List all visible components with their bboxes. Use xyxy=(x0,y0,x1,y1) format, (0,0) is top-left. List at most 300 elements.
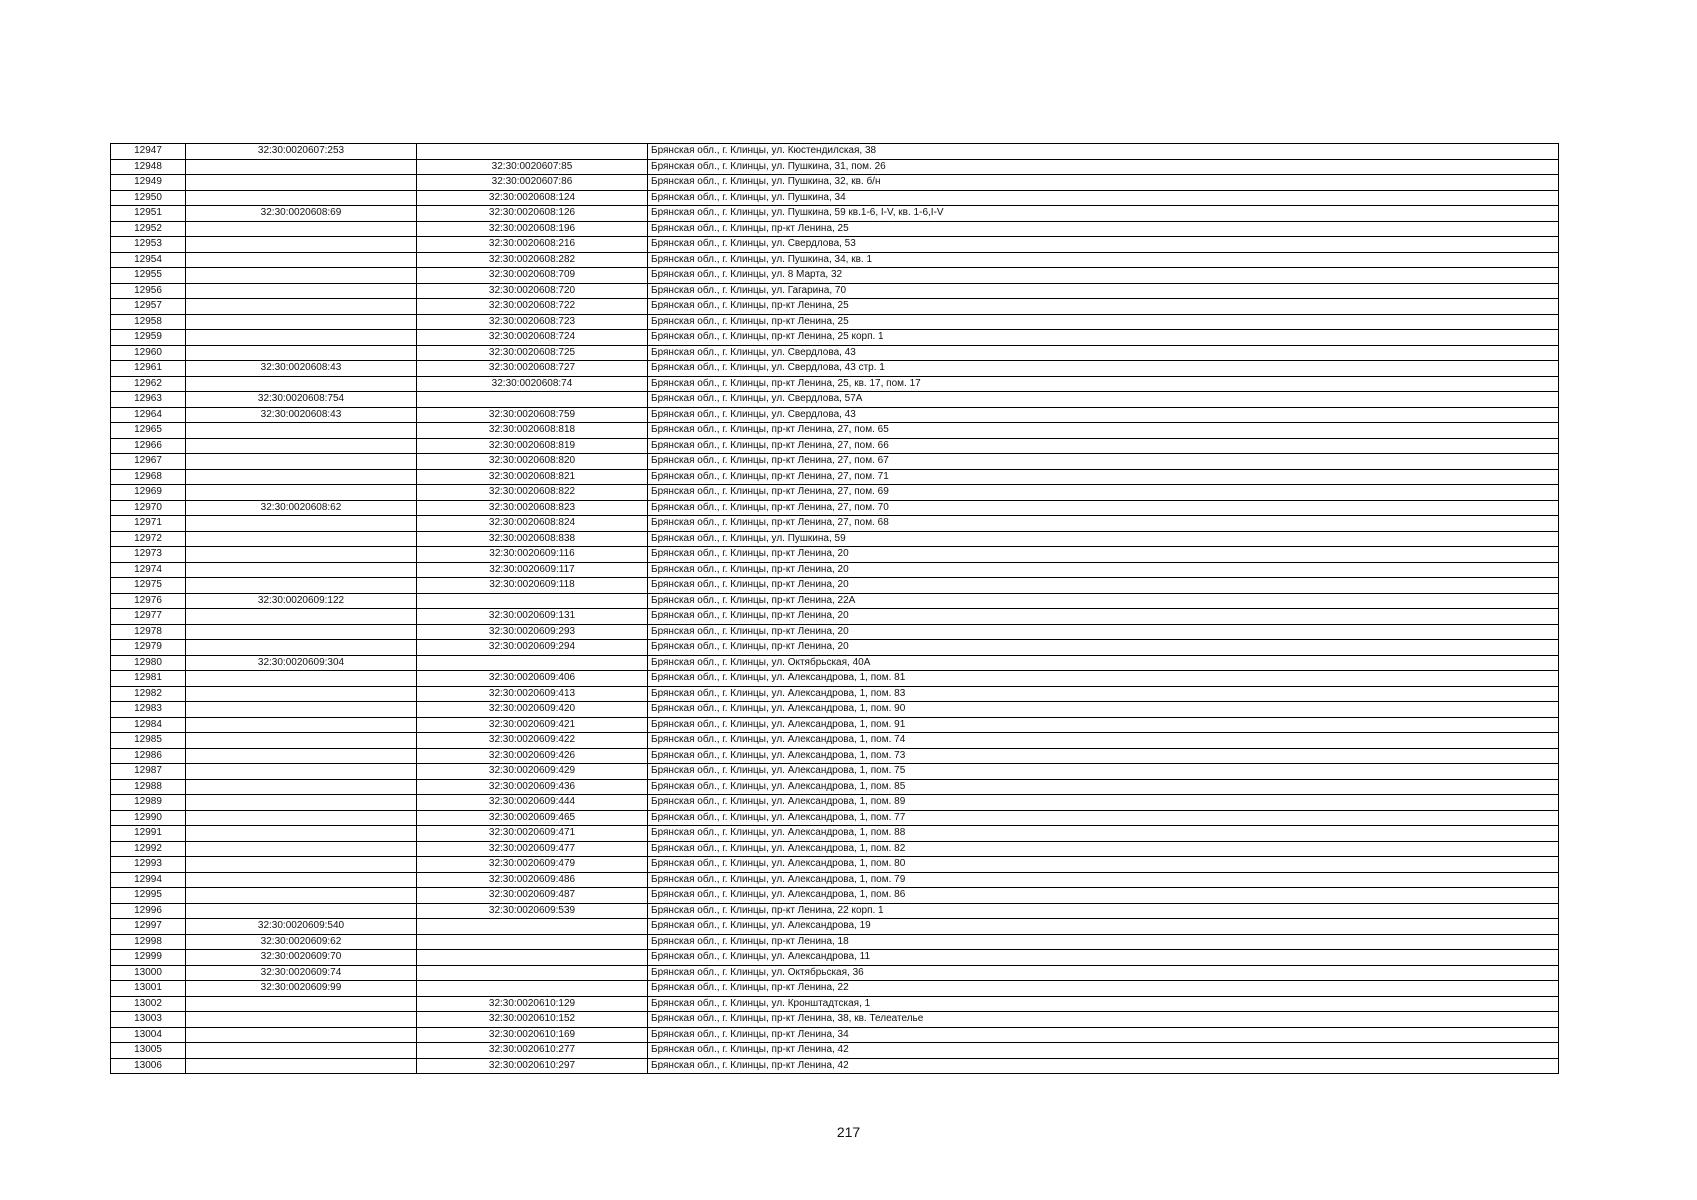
address-cell: Брянская обл., г. Клинцы, ул. Пушкина, 31, пом. 26 xyxy=(648,159,1559,175)
row-number-cell: 12949 xyxy=(111,175,186,191)
row-number-cell: 12985 xyxy=(111,733,186,749)
row-number-cell: 12963 xyxy=(111,392,186,408)
cadastral-number-cell: 32:30:0020609:122 xyxy=(186,593,417,609)
table-row xyxy=(111,578,1559,594)
row-number-cell: 12988 xyxy=(111,779,186,795)
address-cell: Брянская обл., г. Клинцы, пр-кт Ленина, 25 xyxy=(648,314,1559,330)
cadastral-number-cell xyxy=(186,159,417,175)
row-number-cell: 12952 xyxy=(111,221,186,237)
related-cadastral-number-cell: 32:30:0020609:426 xyxy=(417,748,648,764)
address-cell: Брянская обл., г. Клинцы, пр-кт Ленина, 27, пом. 65 xyxy=(648,423,1559,439)
table-row xyxy=(111,361,1559,377)
cadastral-number-cell xyxy=(186,857,417,873)
row-number-cell: 12980 xyxy=(111,655,186,671)
row-number-cell: 12999 xyxy=(111,950,186,966)
row-number-cell: 12956 xyxy=(111,283,186,299)
related-cadastral-number-cell xyxy=(417,593,648,609)
row-number-cell: 12978 xyxy=(111,624,186,640)
table-row xyxy=(111,531,1559,547)
address-cell: Брянская обл., г. Клинцы, пр-кт Ленина, 18 xyxy=(648,934,1559,950)
cadastral-number-cell: 32:30:0020608:62 xyxy=(186,500,417,516)
row-number-cell: 12973 xyxy=(111,547,186,563)
table-row xyxy=(111,562,1559,578)
address-cell: Брянская обл., г. Клинцы, ул. Свердлова, 43 стр. 1 xyxy=(648,361,1559,377)
row-number-cell: 12976 xyxy=(111,593,186,609)
related-cadastral-number-cell: 32:30:0020608:820 xyxy=(417,454,648,470)
cadastral-number-cell xyxy=(186,562,417,578)
related-cadastral-number-cell: 32:30:0020609:116 xyxy=(417,547,648,563)
related-cadastral-number-cell: 32:30:0020609:471 xyxy=(417,826,648,842)
table-row xyxy=(111,469,1559,485)
row-number-cell: 12947 xyxy=(111,144,186,160)
row-number-cell: 12981 xyxy=(111,671,186,687)
related-cadastral-number-cell: 32:30:0020607:85 xyxy=(417,159,648,175)
table-row xyxy=(111,950,1559,966)
table-row xyxy=(111,190,1559,206)
row-number-cell: 13001 xyxy=(111,981,186,997)
row-number-cell: 13004 xyxy=(111,1027,186,1043)
table-row xyxy=(111,237,1559,253)
row-number-cell: 12951 xyxy=(111,206,186,222)
related-cadastral-number-cell: 32:30:0020608:727 xyxy=(417,361,648,377)
related-cadastral-number-cell: 32:30:0020609:421 xyxy=(417,717,648,733)
registry-table xyxy=(110,143,1559,1074)
cadastral-number-cell xyxy=(186,717,417,733)
address-cell: Брянская обл., г. Клинцы, пр-кт Ленина, 20 xyxy=(648,624,1559,640)
address-cell: Брянская обл., г. Клинцы, пр-кт Ленина, 27, пом. 70 xyxy=(648,500,1559,516)
row-number-cell: 13003 xyxy=(111,1012,186,1028)
table-row xyxy=(111,345,1559,361)
address-cell: Брянская обл., г. Клинцы, ул. Александрова, 1, пом. 86 xyxy=(648,888,1559,904)
table-row xyxy=(111,330,1559,346)
cadastral-number-cell xyxy=(186,872,417,888)
address-cell: Брянская обл., г. Клинцы, пр-кт Ленина, 20 xyxy=(648,562,1559,578)
table-row xyxy=(111,206,1559,222)
table-row xyxy=(111,733,1559,749)
address-cell: Брянская обл., г. Клинцы, пр-кт Ленина, 20 xyxy=(648,547,1559,563)
related-cadastral-number-cell: 32:30:0020610:277 xyxy=(417,1043,648,1059)
address-cell: Брянская обл., г. Клинцы, ул. Пушкина, 34, кв. 1 xyxy=(648,252,1559,268)
address-cell: Брянская обл., г. Клинцы, ул. Октябрьская, 36 xyxy=(648,965,1559,981)
row-number-cell: 12990 xyxy=(111,810,186,826)
related-cadastral-number-cell: 32:30:0020610:169 xyxy=(417,1027,648,1043)
related-cadastral-number-cell xyxy=(417,981,648,997)
address-cell: Брянская обл., г. Клинцы, пр-кт Ленина, 27, пом. 71 xyxy=(648,469,1559,485)
cadastral-number-cell xyxy=(186,1027,417,1043)
address-cell: Брянская обл., г. Клинцы, пр-кт Ленина, 27, пом. 66 xyxy=(648,438,1559,454)
related-cadastral-number-cell: 32:30:0020609:539 xyxy=(417,903,648,919)
cadastral-number-cell xyxy=(186,640,417,656)
address-cell: Брянская обл., г. Клинцы, ул. Александрова, 1, пом. 90 xyxy=(648,702,1559,718)
related-cadastral-number-cell: 32:30:0020609:487 xyxy=(417,888,648,904)
row-number-cell: 13006 xyxy=(111,1058,186,1074)
table-row xyxy=(111,717,1559,733)
address-cell: Брянская обл., г. Клинцы, пр-кт Ленина, 22 xyxy=(648,981,1559,997)
table-row xyxy=(111,857,1559,873)
row-number-cell: 12972 xyxy=(111,531,186,547)
cadastral-number-cell: 32:30:0020608:754 xyxy=(186,392,417,408)
address-cell: Брянская обл., г. Клинцы, ул. Александрова, 1, пом. 77 xyxy=(648,810,1559,826)
row-number-cell: 13005 xyxy=(111,1043,186,1059)
address-cell: Брянская обл., г. Клинцы, ул. Кронштадтская, 1 xyxy=(648,996,1559,1012)
row-number-cell: 12998 xyxy=(111,934,186,950)
related-cadastral-number-cell: 32:30:0020609:413 xyxy=(417,686,648,702)
table-row xyxy=(111,841,1559,857)
related-cadastral-number-cell: 32:30:0020608:723 xyxy=(417,314,648,330)
address-cell: Брянская обл., г. Клинцы, ул. Александрова, 1, пом. 85 xyxy=(648,779,1559,795)
cadastral-number-cell xyxy=(186,237,417,253)
row-number-cell: 12958 xyxy=(111,314,186,330)
related-cadastral-number-cell: 32:30:0020608:823 xyxy=(417,500,648,516)
row-number-cell: 12955 xyxy=(111,268,186,284)
address-cell: Брянская обл., г. Клинцы, ул. Свердлова, 43 xyxy=(648,407,1559,423)
related-cadastral-number-cell: 32:30:0020608:838 xyxy=(417,531,648,547)
address-cell: Брянская обл., г. Клинцы, ул. Александрова, 1, пом. 80 xyxy=(648,857,1559,873)
cadastral-number-cell xyxy=(186,1012,417,1028)
table-row xyxy=(111,314,1559,330)
table-row xyxy=(111,407,1559,423)
related-cadastral-number-cell: 32:30:0020609:294 xyxy=(417,640,648,656)
row-number-cell: 12968 xyxy=(111,469,186,485)
address-cell: Брянская обл., г. Клинцы, пр-кт Ленина, 25, кв. 17, пом. 17 xyxy=(648,376,1559,392)
table-row xyxy=(111,872,1559,888)
cadastral-number-cell: 32:30:0020608:69 xyxy=(186,206,417,222)
related-cadastral-number-cell: 32:30:0020609:436 xyxy=(417,779,648,795)
row-number-cell: 12984 xyxy=(111,717,186,733)
row-number-cell: 12964 xyxy=(111,407,186,423)
table-row xyxy=(111,438,1559,454)
row-number-cell: 12950 xyxy=(111,190,186,206)
related-cadastral-number-cell: 32:30:0020608:720 xyxy=(417,283,648,299)
related-cadastral-number-cell: 32:30:0020608:759 xyxy=(417,407,648,423)
row-number-cell: 12995 xyxy=(111,888,186,904)
row-number-cell: 12954 xyxy=(111,252,186,268)
table-row xyxy=(111,1012,1559,1028)
related-cadastral-number-cell xyxy=(417,919,648,935)
related-cadastral-number-cell: 32:30:0020608:124 xyxy=(417,190,648,206)
address-cell: Брянская обл., г. Клинцы, ул. Александрова, 19 xyxy=(648,919,1559,935)
row-number-cell: 12971 xyxy=(111,516,186,532)
cadastral-number-cell xyxy=(186,903,417,919)
row-number-cell: 12974 xyxy=(111,562,186,578)
address-cell: Брянская обл., г. Клинцы, пр-кт Ленина, 20 xyxy=(648,640,1559,656)
cadastral-number-cell: 32:30:0020609:304 xyxy=(186,655,417,671)
address-cell: Брянская обл., г. Клинцы, ул. Александрова, 1, пом. 81 xyxy=(648,671,1559,687)
row-number-cell: 12948 xyxy=(111,159,186,175)
table-row xyxy=(111,175,1559,191)
related-cadastral-number-cell: 32:30:0020609:131 xyxy=(417,609,648,625)
address-cell: Брянская обл., г. Клинцы, пр-кт Ленина, 34 xyxy=(648,1027,1559,1043)
table-row xyxy=(111,144,1559,160)
table-row xyxy=(111,500,1559,516)
table-row xyxy=(111,996,1559,1012)
table-row xyxy=(111,903,1559,919)
table-row xyxy=(111,702,1559,718)
row-number-cell: 12969 xyxy=(111,485,186,501)
related-cadastral-number-cell: 32:30:0020609:479 xyxy=(417,857,648,873)
related-cadastral-number-cell: 32:30:0020610:152 xyxy=(417,1012,648,1028)
related-cadastral-number-cell: 32:30:0020608:282 xyxy=(417,252,648,268)
related-cadastral-number-cell: 32:30:0020608:822 xyxy=(417,485,648,501)
cadastral-number-cell: 32:30:0020609:62 xyxy=(186,934,417,950)
cadastral-number-cell xyxy=(186,810,417,826)
table-row xyxy=(111,376,1559,392)
table-row xyxy=(111,764,1559,780)
table-row xyxy=(111,640,1559,656)
related-cadastral-number-cell: 32:30:0020608:709 xyxy=(417,268,648,284)
row-number-cell: 12970 xyxy=(111,500,186,516)
related-cadastral-number-cell: 32:30:0020608:126 xyxy=(417,206,648,222)
related-cadastral-number-cell xyxy=(417,144,648,160)
table-row xyxy=(111,1027,1559,1043)
cadastral-number-cell: 32:30:0020607:253 xyxy=(186,144,417,160)
address-cell: Брянская обл., г. Клинцы, ул. Александрова, 1, пом. 83 xyxy=(648,686,1559,702)
cadastral-number-cell xyxy=(186,578,417,594)
cadastral-number-cell xyxy=(186,733,417,749)
row-number-cell: 12991 xyxy=(111,826,186,842)
cadastral-number-cell: 32:30:0020609:99 xyxy=(186,981,417,997)
row-number-cell: 12986 xyxy=(111,748,186,764)
related-cadastral-number-cell: 32:30:0020610:297 xyxy=(417,1058,648,1074)
table-body xyxy=(111,144,1559,1074)
related-cadastral-number-cell: 32:30:0020608:824 xyxy=(417,516,648,532)
cadastral-number-cell xyxy=(186,485,417,501)
table-row xyxy=(111,283,1559,299)
table-row xyxy=(111,547,1559,563)
row-number-cell: 12993 xyxy=(111,857,186,873)
table-row xyxy=(111,795,1559,811)
table-row xyxy=(111,159,1559,175)
table-row xyxy=(111,748,1559,764)
address-cell: Брянская обл., г. Клинцы, ул. Александрова, 11 xyxy=(648,950,1559,966)
row-number-cell: 13000 xyxy=(111,965,186,981)
row-number-cell: 12961 xyxy=(111,361,186,377)
table-row xyxy=(111,252,1559,268)
table-row xyxy=(111,779,1559,795)
cadastral-number-cell xyxy=(186,175,417,191)
related-cadastral-number-cell: 32:30:0020608:196 xyxy=(417,221,648,237)
row-number-cell: 12967 xyxy=(111,454,186,470)
row-number-cell: 12992 xyxy=(111,841,186,857)
cadastral-number-cell xyxy=(186,888,417,904)
related-cadastral-number-cell: 32:30:0020608:818 xyxy=(417,423,648,439)
table-row xyxy=(111,810,1559,826)
address-cell: Брянская обл., г. Клинцы, ул. Пушкина, 59 кв.1-6, I-V, кв. 1-6,I-V xyxy=(648,206,1559,222)
cadastral-number-cell xyxy=(186,609,417,625)
related-cadastral-number-cell: 32:30:0020608:724 xyxy=(417,330,648,346)
table-row xyxy=(111,686,1559,702)
address-cell: Брянская обл., г. Клинцы, ул. Гагарина, 70 xyxy=(648,283,1559,299)
row-number-cell: 12977 xyxy=(111,609,186,625)
related-cadastral-number-cell xyxy=(417,934,648,950)
row-number-cell: 12962 xyxy=(111,376,186,392)
cadastral-number-cell xyxy=(186,330,417,346)
address-cell: Брянская обл., г. Клинцы, ул. Александрова, 1, пом. 89 xyxy=(648,795,1559,811)
address-cell: Брянская обл., г. Клинцы, пр-кт Ленина, 20 xyxy=(648,609,1559,625)
row-number-cell: 12975 xyxy=(111,578,186,594)
table-row xyxy=(111,423,1559,439)
related-cadastral-number-cell xyxy=(417,392,648,408)
cadastral-number-cell: 32:30:0020608:43 xyxy=(186,361,417,377)
related-cadastral-number-cell xyxy=(417,950,648,966)
related-cadastral-number-cell: 32:30:0020609:406 xyxy=(417,671,648,687)
row-number-cell: 12982 xyxy=(111,686,186,702)
table-row xyxy=(111,268,1559,284)
row-number-cell: 12959 xyxy=(111,330,186,346)
address-cell: Брянская обл., г. Клинцы, ул. Александрова, 1, пом. 73 xyxy=(648,748,1559,764)
address-cell: Брянская обл., г. Клинцы, пр-кт Ленина, 25 корп. 1 xyxy=(648,330,1559,346)
table-row xyxy=(111,624,1559,640)
row-number-cell: 12989 xyxy=(111,795,186,811)
cadastral-number-cell xyxy=(186,423,417,439)
row-number-cell: 12966 xyxy=(111,438,186,454)
row-number-cell: 12965 xyxy=(111,423,186,439)
related-cadastral-number-cell: 32:30:0020609:486 xyxy=(417,872,648,888)
cadastral-number-cell xyxy=(186,221,417,237)
cadastral-number-cell xyxy=(186,283,417,299)
related-cadastral-number-cell: 32:30:0020607:86 xyxy=(417,175,648,191)
row-number-cell: 12957 xyxy=(111,299,186,315)
cadastral-number-cell xyxy=(186,252,417,268)
table-row xyxy=(111,934,1559,950)
cadastral-number-cell xyxy=(186,1058,417,1074)
address-cell: Брянская обл., г. Клинцы, пр-кт Ленина, 20 xyxy=(648,578,1559,594)
table-row xyxy=(111,826,1559,842)
table-row xyxy=(111,888,1559,904)
table-row xyxy=(111,299,1559,315)
related-cadastral-number-cell: 32:30:0020608:216 xyxy=(417,237,648,253)
cadastral-number-cell xyxy=(186,345,417,361)
related-cadastral-number-cell: 32:30:0020608:74 xyxy=(417,376,648,392)
related-cadastral-number-cell: 32:30:0020609:444 xyxy=(417,795,648,811)
address-cell: Брянская обл., г. Клинцы, пр-кт Ленина, 27, пом. 68 xyxy=(648,516,1559,532)
address-cell: Брянская обл., г. Клинцы, ул. Александрова, 1, пом. 79 xyxy=(648,872,1559,888)
table-row xyxy=(111,221,1559,237)
row-number-cell: 12996 xyxy=(111,903,186,919)
cadastral-number-cell xyxy=(186,795,417,811)
address-cell: Брянская обл., г. Клинцы, ул. 8 Марта, 32 xyxy=(648,268,1559,284)
related-cadastral-number-cell: 32:30:0020609:429 xyxy=(417,764,648,780)
table-row xyxy=(111,671,1559,687)
row-number-cell: 12983 xyxy=(111,702,186,718)
address-cell: Брянская обл., г. Клинцы, пр-кт Ленина, 27, пом. 69 xyxy=(648,485,1559,501)
cadastral-number-cell xyxy=(186,299,417,315)
cadastral-number-cell xyxy=(186,779,417,795)
related-cadastral-number-cell: 32:30:0020609:117 xyxy=(417,562,648,578)
related-cadastral-number-cell: 32:30:0020609:293 xyxy=(417,624,648,640)
address-cell: Брянская обл., г. Клинцы, ул. Александрова, 1, пом. 74 xyxy=(648,733,1559,749)
address-cell: Брянская обл., г. Клинцы, ул. Пушкина, 32, кв. б/н xyxy=(648,175,1559,191)
table-row xyxy=(111,919,1559,935)
cadastral-number-cell: 32:30:0020608:43 xyxy=(186,407,417,423)
table-row xyxy=(111,981,1559,997)
row-number-cell: 12994 xyxy=(111,872,186,888)
table-row xyxy=(111,609,1559,625)
cadastral-number-cell xyxy=(186,671,417,687)
address-cell: Брянская обл., г. Клинцы, ул. Свердлова, 53 xyxy=(648,237,1559,253)
cadastral-number-cell xyxy=(186,748,417,764)
address-cell: Брянская обл., г. Клинцы, ул. Александрова, 1, пом. 82 xyxy=(648,841,1559,857)
address-cell: Брянская обл., г. Клинцы, пр-кт Ленина, 38, кв. Телеателье xyxy=(648,1012,1559,1028)
cadastral-number-cell xyxy=(186,376,417,392)
address-cell: Брянская обл., г. Клинцы, пр-кт Ленина, 42 xyxy=(648,1058,1559,1074)
cadastral-number-cell xyxy=(186,841,417,857)
address-cell: Брянская обл., г. Клинцы, ул. Александрова, 1, пом. 91 xyxy=(648,717,1559,733)
related-cadastral-number-cell: 32:30:0020609:465 xyxy=(417,810,648,826)
cadastral-number-cell xyxy=(186,996,417,1012)
related-cadastral-number-cell: 32:30:0020609:477 xyxy=(417,841,648,857)
table-row xyxy=(111,516,1559,532)
cadastral-number-cell xyxy=(186,686,417,702)
related-cadastral-number-cell: 32:30:0020608:819 xyxy=(417,438,648,454)
related-cadastral-number-cell: 32:30:0020608:722 xyxy=(417,299,648,315)
related-cadastral-number-cell: 32:30:0020609:422 xyxy=(417,733,648,749)
table-row xyxy=(111,965,1559,981)
address-cell: Брянская обл., г. Клинцы, ул. Октябрьская, 40А xyxy=(648,655,1559,671)
table-row xyxy=(111,392,1559,408)
address-cell: Брянская обл., г. Клинцы, пр-кт Ленина, 25 xyxy=(648,299,1559,315)
cadastral-number-cell xyxy=(186,454,417,470)
page-number: 217 xyxy=(836,1124,861,1140)
cadastral-number-cell xyxy=(186,190,417,206)
cadastral-number-cell: 32:30:0020609:74 xyxy=(186,965,417,981)
cadastral-number-cell xyxy=(186,764,417,780)
address-cell: Брянская обл., г. Клинцы, пр-кт Ленина, 42 xyxy=(648,1043,1559,1059)
cadastral-number-cell xyxy=(186,516,417,532)
address-cell: Брянская обл., г. Клинцы, ул. Свердлова, 57А xyxy=(648,392,1559,408)
address-cell: Брянская обл., г. Клинцы, ул. Александрова, 1, пом. 75 xyxy=(648,764,1559,780)
address-cell: Брянская обл., г. Клинцы, ул. Пушкина, 34 xyxy=(648,190,1559,206)
table-row xyxy=(111,655,1559,671)
table-row xyxy=(111,485,1559,501)
cadastral-number-cell xyxy=(186,547,417,563)
cadastral-number-cell xyxy=(186,268,417,284)
related-cadastral-number-cell xyxy=(417,965,648,981)
table-row xyxy=(111,1043,1559,1059)
address-cell: Брянская обл., г. Клинцы, пр-кт Ленина, 22А xyxy=(648,593,1559,609)
cadastral-number-cell xyxy=(186,624,417,640)
related-cadastral-number-cell: 32:30:0020609:118 xyxy=(417,578,648,594)
address-cell: Брянская обл., г. Клинцы, пр-кт Ленина, 22 корп. 1 xyxy=(648,903,1559,919)
cadastral-number-cell xyxy=(186,702,417,718)
address-cell: Брянская обл., г. Клинцы, пр-кт Ленина, 27, пом. 67 xyxy=(648,454,1559,470)
address-cell: Брянская обл., г. Клинцы, ул. Александрова, 1, пом. 88 xyxy=(648,826,1559,842)
related-cadastral-number-cell: 32:30:0020610:129 xyxy=(417,996,648,1012)
row-number-cell: 12997 xyxy=(111,919,186,935)
table-row xyxy=(111,593,1559,609)
cadastral-number-cell xyxy=(186,1043,417,1059)
cadastral-number-cell: 32:30:0020609:70 xyxy=(186,950,417,966)
cadastral-number-cell xyxy=(186,314,417,330)
related-cadastral-number-cell: 32:30:0020608:725 xyxy=(417,345,648,361)
address-cell: Брянская обл., г. Клинцы, ул. Свердлова, 43 xyxy=(648,345,1559,361)
table-row xyxy=(111,1058,1559,1074)
row-number-cell: 13002 xyxy=(111,996,186,1012)
address-cell: Брянская обл., г. Клинцы, ул. Пушкина, 59 xyxy=(648,531,1559,547)
cadastral-number-cell xyxy=(186,826,417,842)
related-cadastral-number-cell: 32:30:0020609:420 xyxy=(417,702,648,718)
cadastral-number-cell: 32:30:0020609:540 xyxy=(186,919,417,935)
related-cadastral-number-cell xyxy=(417,655,648,671)
row-number-cell: 12953 xyxy=(111,237,186,253)
related-cadastral-number-cell: 32:30:0020608:821 xyxy=(417,469,648,485)
row-number-cell: 12987 xyxy=(111,764,186,780)
cadastral-number-cell xyxy=(186,438,417,454)
table-row xyxy=(111,454,1559,470)
cadastral-number-cell xyxy=(186,469,417,485)
row-number-cell: 12960 xyxy=(111,345,186,361)
address-cell: Брянская обл., г. Клинцы, пр-кт Ленина, 25 xyxy=(648,221,1559,237)
